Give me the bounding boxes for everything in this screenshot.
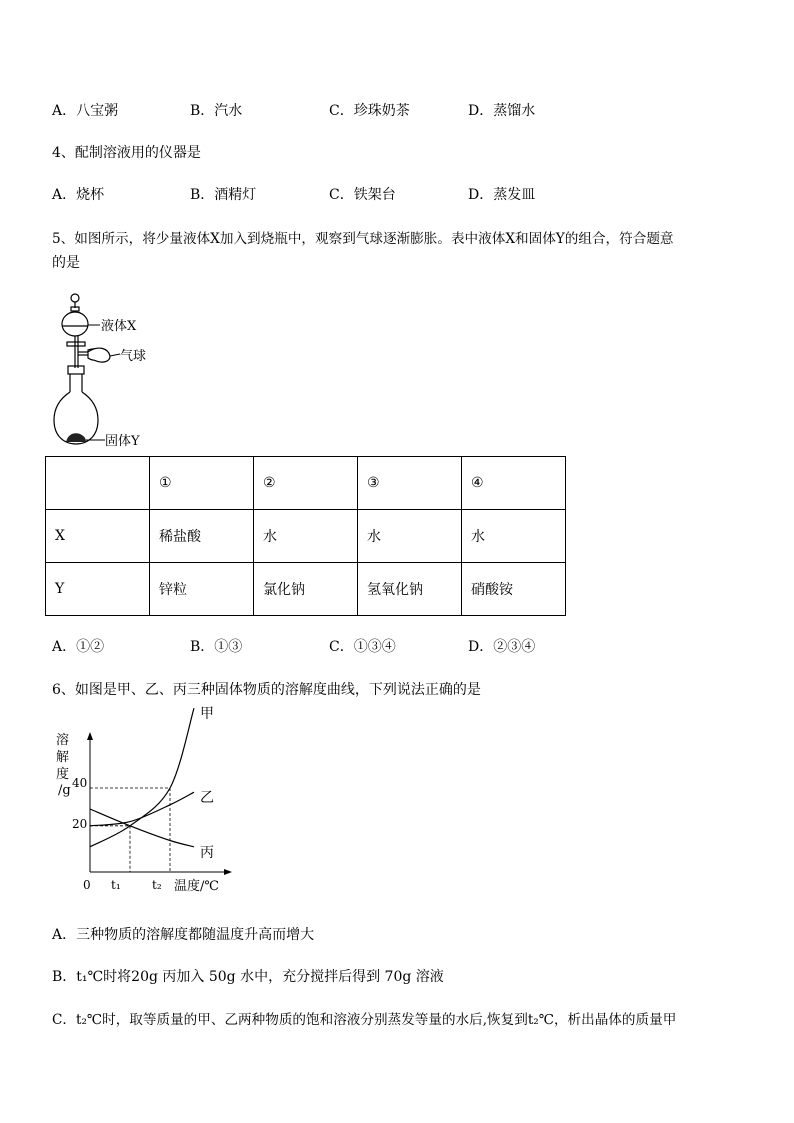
table-cell: Y	[46, 563, 150, 616]
ylabel-line-2: 解	[56, 750, 70, 765]
q5-option-d: D．②③④	[468, 639, 536, 655]
q3-option-a: A．八宝粥	[52, 103, 119, 119]
table-cell: ④	[462, 457, 566, 510]
x-tick-t2: t₂	[152, 878, 162, 892]
q4-option-a: A．烧杯	[52, 187, 105, 203]
x-tick-t1: t₁	[111, 878, 121, 892]
q3-option-d: D．蒸馏水	[468, 103, 536, 119]
table-row	[46, 563, 566, 616]
chart-series-labels	[200, 706, 214, 861]
q6-option-a: A．三种物质的溶解度都随温度升高而增大	[52, 927, 315, 943]
table-cell: X	[46, 510, 150, 563]
table-cell: 氯化钠	[254, 563, 358, 616]
series-line-丙	[90, 809, 194, 847]
series-label-甲: 甲	[200, 706, 214, 723]
table-header-row	[46, 457, 566, 510]
q4-stem: 4、配制溶液用的仪器是	[52, 145, 201, 161]
liquid-x-label: 液体X	[101, 319, 137, 334]
table-cell	[46, 457, 150, 510]
separatory-funnel	[62, 294, 88, 368]
table-cell: 锌粒	[150, 563, 254, 616]
q4-option-d: D．蒸发皿	[468, 187, 536, 203]
x-tick-0: 0	[83, 878, 91, 892]
q5-option-a: A．①②	[52, 639, 105, 655]
q5-option-c: C．①③④	[329, 639, 396, 655]
flask-apparatus-figure	[50, 288, 170, 453]
x-axis-arrow	[224, 869, 232, 875]
series-line-乙	[90, 792, 194, 826]
q6-option-b: B．t₁℃时将20g 丙加入 50g 水中，充分搅拌后得到 70g 溶液	[52, 969, 444, 985]
x-axis-label: 温度/℃	[174, 879, 219, 894]
table-cell: 水	[254, 510, 358, 563]
y-axis-arrow	[87, 732, 93, 740]
solubility-chart	[50, 706, 250, 902]
solid-y-label: 固体Y	[105, 434, 140, 449]
table-cell: 稀盐酸	[150, 510, 254, 563]
q5-stem-line2: 的是	[52, 255, 80, 271]
y-tick-20: 20	[72, 817, 88, 831]
table-cell: 水	[358, 510, 462, 563]
ylabel-line-3: 度	[56, 767, 70, 782]
balloon-leader-line	[110, 354, 120, 356]
q5-option-b: B．①③	[190, 639, 243, 655]
table-row	[46, 510, 566, 563]
y-tick-40: 40	[72, 776, 88, 790]
q6-stem: 6、如图是甲、乙、丙三种固体物质的溶解度曲线，下列说法正确的是	[52, 682, 481, 698]
q6-option-c: C．t₂℃时，取等质量的甲、乙两种物质的饱和溶液分别蒸发等量的水后,恢复到t₂℃，析出晶体的质量甲	[52, 1012, 677, 1028]
ylabel-line-1: 溶	[56, 733, 70, 748]
series-label-丙: 丙	[200, 844, 214, 861]
q5-stem-line1: 5、如图所示，将少量液体X加入到烧瓶中，观察到气球逐渐膨胀。表中液体X和固体Y的组合，符合题意	[52, 231, 674, 247]
q3-option-b: B．汽水	[190, 103, 243, 119]
table-cell: ①	[150, 457, 254, 510]
balloon-label: 气球	[120, 349, 147, 364]
q4-option-c: C．铁架台	[329, 187, 396, 203]
chart-guides	[90, 788, 170, 872]
table-cell: ②	[254, 457, 358, 510]
table-cell: 氢氧化钠	[358, 563, 462, 616]
ylabel-line-4: /g	[58, 783, 71, 798]
series-label-乙: 乙	[200, 790, 214, 807]
table-cell: 硝酸铵	[462, 563, 566, 616]
table-cell: 水	[462, 510, 566, 563]
q3-option-c: C．珍珠奶茶	[329, 103, 410, 119]
q4-option-b: B．酒精灯	[190, 187, 257, 203]
q5-table	[45, 456, 566, 616]
table-cell: ③	[358, 457, 462, 510]
solid-y	[66, 433, 86, 442]
